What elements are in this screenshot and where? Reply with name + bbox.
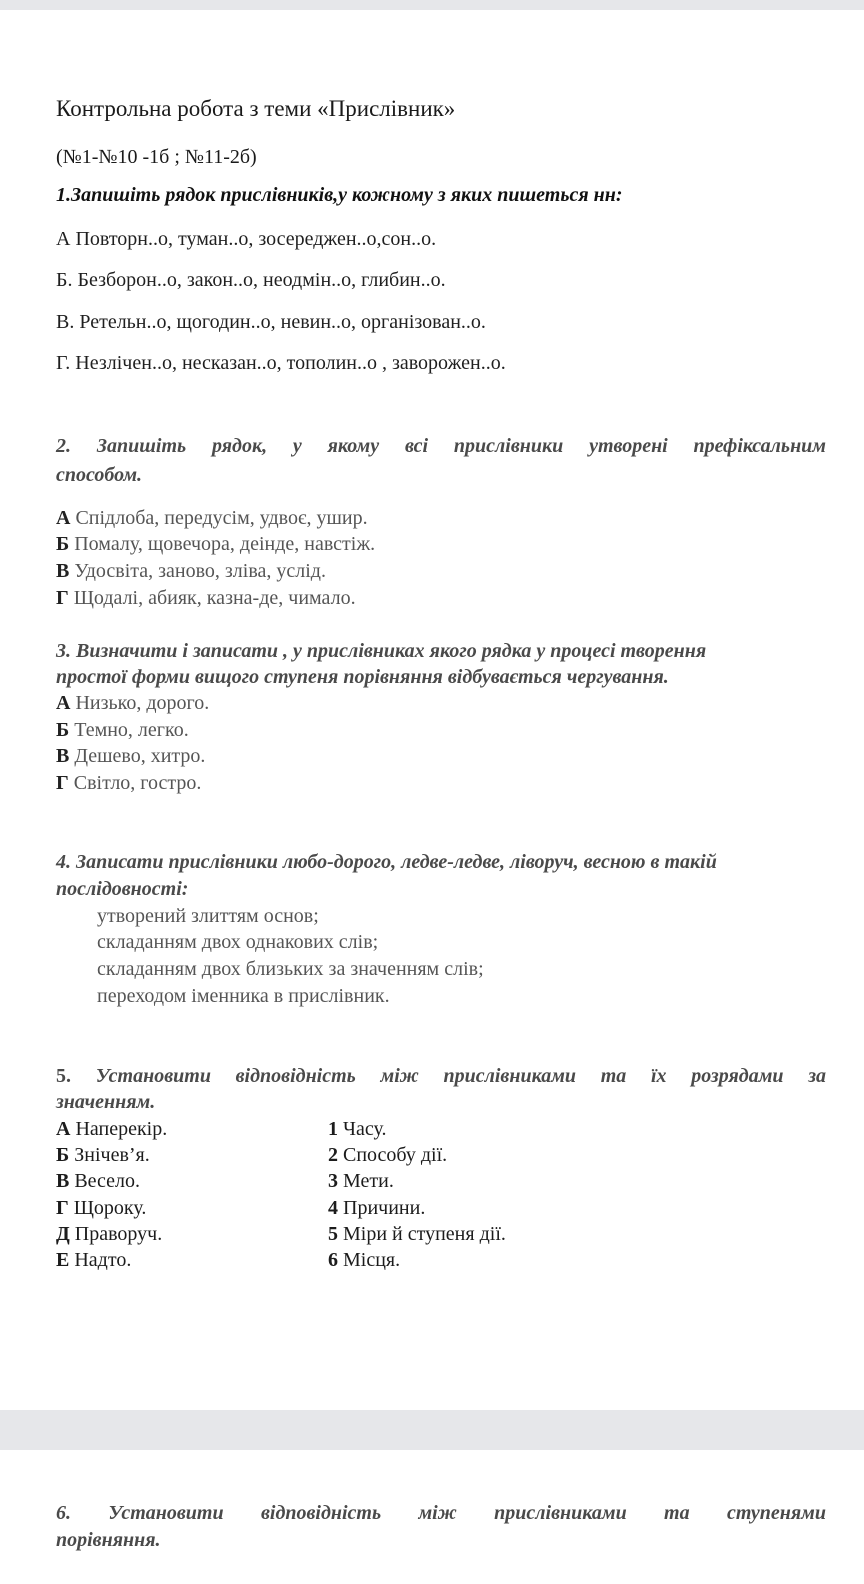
q4-item-1: утворений злиттям основ; [97,905,319,927]
q2-option-b: Б Помалу, щовечора, деінде, навстіж. [56,533,376,555]
q3-question-line2: простої форми вищого ступеня порівняння відбувається чергування. [56,666,669,688]
q5-right-6: 6 Місця. [328,1249,401,1271]
scoring-note: (№1-№10 -1б ; №11-2б) [56,146,257,168]
document-page-1 [0,10,864,1410]
q5-right-2: 2 Способу дії. [328,1144,448,1166]
q1-option-d: Г. Незлічен..о, несказан..о, тополин..о , заворожен..о. [56,352,506,374]
q1-option-b: Б. Безборон..о, закон..о, неодмін..о, глибин..о. [56,269,446,291]
q4-item-4: переходом іменника в прислівник. [97,985,390,1007]
q2-question-line1: 2. Запишіть рядок, у якому всі прислівники утворені префіксальним [56,435,826,457]
q2-option-a: А Спідлоба, передусім, удвоє, ушир. [56,507,368,529]
q4-item-3: складанням двох близьких за значенням слів; [97,958,484,980]
q1-option-c: В. Ретельн..о, щогодин..о, невин..о, організован..о. [56,311,486,333]
q5-right-4: 4 Причини. [328,1197,426,1219]
q5-left-e: Д Праворуч. [56,1223,163,1245]
q5-left-f: Е Надто. [56,1249,132,1271]
q3-question-line1: 3. Визначити і записати , у прислівниках якого рядка у процесі творення [56,640,707,662]
q5-question-line1: 5. Установити відповідність між прислівниками та їх розрядами за [56,1065,826,1087]
page-title: Контрольна робота з теми «Прислівник» [56,96,456,121]
q3-option-a: А Низько, дорого. [56,692,210,714]
q5-left-a: А Наперекір. [56,1118,168,1140]
q5-right-1: 1 Часу. [328,1118,387,1140]
q4-item-2: складанням двох однакових слів; [97,931,379,953]
q6-question-line2: порівняння. [56,1529,161,1551]
q1-option-a: А Повторн..о, туман..о, зосереджен..о,сон..о. [56,228,437,250]
q5-left-d: Г Щороку. [56,1197,147,1219]
q3-option-c: В Дешево, хитро. [56,745,206,767]
q5-question-line2: значенням. [56,1091,156,1113]
q4-question-line2: послідовності: [56,878,189,900]
q6-question-line1: 6. Установити відповідність між прислівниками та ступенями [56,1502,826,1524]
q2-option-d: Г Щодалі, абияк, казна-де, чимало. [56,587,356,609]
q5-left-c: В Весело. [56,1170,141,1192]
q2-option-c: В Удосвіта, заново, зліва, услід. [56,560,326,582]
q2-question-line2: способом. [56,464,143,486]
q3-option-b: Б Темно, легко. [56,719,189,741]
document-page-2 [0,1450,864,1584]
q4-question-line1: 4. Записати прислівники любо-дорого, ледве-ледве, ліворуч, весною в такій [56,851,717,873]
q5-right-5: 5 Міри й ступеня дії. [328,1223,506,1245]
q3-option-d: Г Світло, гостро. [56,772,202,794]
q5-right-3: 3 Мети. [328,1170,394,1192]
q5-left-b: Б Знічев’я. [56,1144,150,1166]
q1-question: 1.Запишіть рядок прислівників,у кожному з яких пишеться нн: [56,184,623,206]
